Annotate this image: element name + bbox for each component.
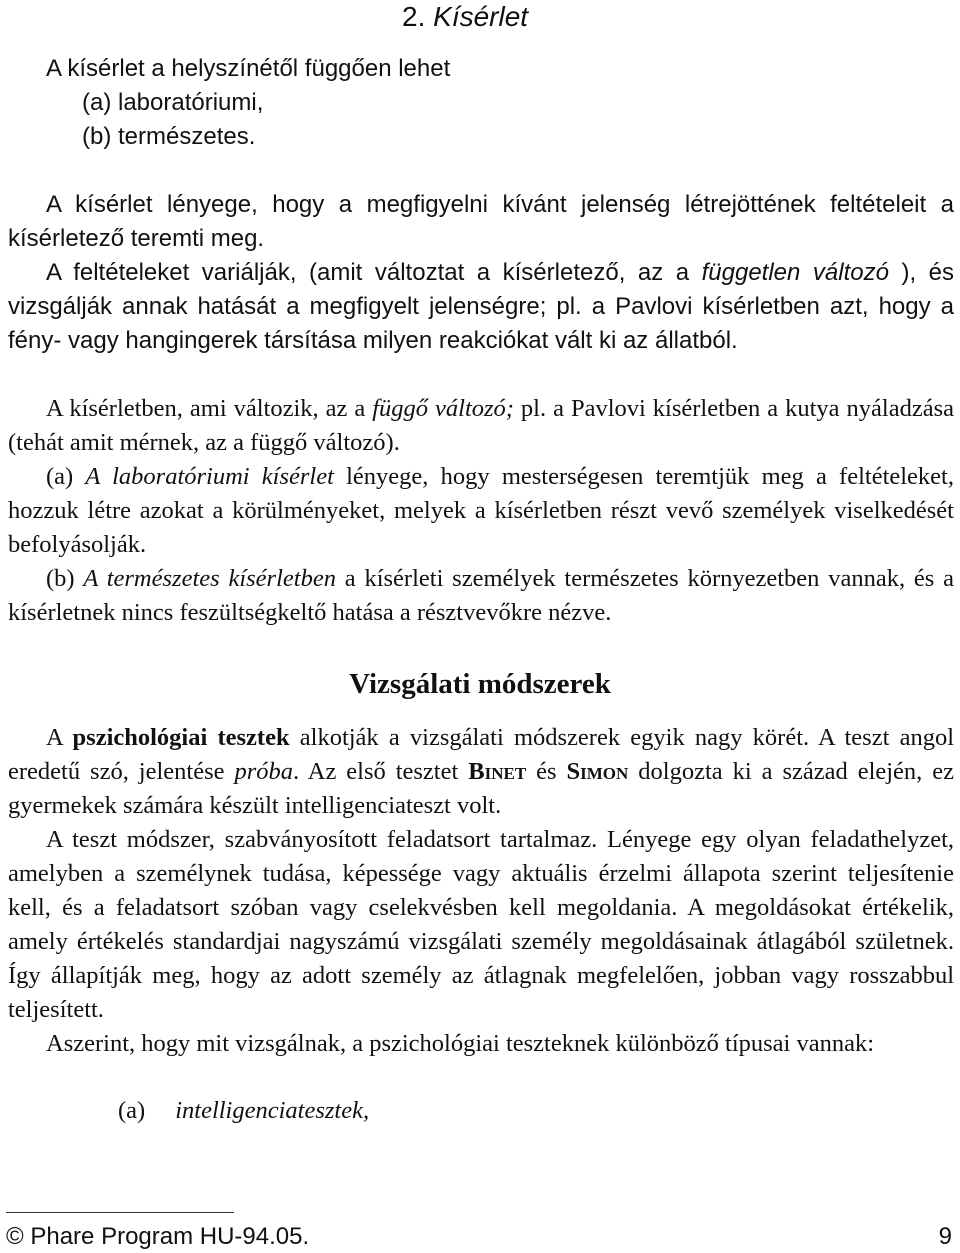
intro-item-b: (b) természetes. xyxy=(82,123,256,150)
section-header xyxy=(402,0,528,34)
footer-rule xyxy=(6,1212,234,1213)
experiment-text xyxy=(8,188,954,358)
intro-line: A kísérlet a helyszínétől függően lehet xyxy=(46,55,451,82)
paragraph: A feltételeket variálják, (amit változtat a kísérletező, az a független változó ), és vizsgálják annak hatását a megfigyelt jelenségre; pl. a Pavlovi kísérletben azt, hogy a fény- vagy hangingerek társítása milyen reakciókat vált ki az állatból. xyxy=(8,259,955,354)
intro-item-a: (a) laboratóriumi, xyxy=(82,89,264,116)
list-item: intelligenciatesztek, xyxy=(175,1097,370,1124)
experiment-text-serif xyxy=(8,392,954,630)
section-title: Kísérlet xyxy=(433,1,529,32)
paragraph: A teszt módszer, szabványosított feladatsort tartalmaz. Lényege egy olyan feladathelyzet, amelyben a személynek tudása, képessége vagy aktuális érzelmi állapota szerint teljesítenie kell, és a feladatsort szóban vagy cselekvésben kell megoldania. A megoldásokat értékelik, amely értékelés standardjai nagyszámú vizsgálati személy megoldásainak átlagából születnek. Így állapítják meg, hogy az adott személy az átlagnak megfelelően, jobban vagy rosszabbul teljesített. xyxy=(8,826,954,1023)
section-number: 2. xyxy=(402,1,426,32)
methods-text xyxy=(8,721,954,1061)
paragraph: (b) A természetes kísérletben a kísérleti személyek természetes környezetben vannak, és a kísérletnek nincs feszültségkeltő hatása a résztvevőkre nézve. xyxy=(8,565,955,626)
paragraph: Aszerint, hogy mit vizsgálnak, a pszichológiai teszteknek különböző típusai vannak: xyxy=(46,1030,875,1057)
paragraph: (a) A laboratóriumi kísérlet lényege, hogy mesterségesen teremtjük meg a feltételeket, hozzuk létre azokat a körülményeket, melyek a kísérletben részt vevő személyek viselkedését befolyásolják. xyxy=(8,463,954,558)
intro-list xyxy=(46,52,450,154)
test-types-list xyxy=(118,1094,369,1128)
page-number: 9 xyxy=(938,1223,952,1250)
list-label: (a) xyxy=(118,1097,146,1124)
paragraph: A kísérletben, ami változik, az a függő változó; pl. a Pavlovi kísérletben a kutya nyáladzása (tehát amit mérnek, az a függő változó). xyxy=(8,395,954,456)
paragraph: A pszichológiai tesztek alkotják a vizsgálati módszerek egyik nagy körét. A teszt angol eredetű szó, jelentése próba. Az első tesztet Binet és Simon dolgozta ki a század elején, ez gyermekek számára készült intelligenciateszt volt. xyxy=(8,724,955,819)
footer-copyright: © Phare Program HU-94.05. xyxy=(6,1223,310,1250)
paragraph: A kísérlet lényege, hogy a megfigyelni kívánt jelenség létrejöttének feltételeit a kísérletező teremti meg. xyxy=(8,191,954,252)
section-heading: Vizsgálati módszerek xyxy=(349,668,611,700)
